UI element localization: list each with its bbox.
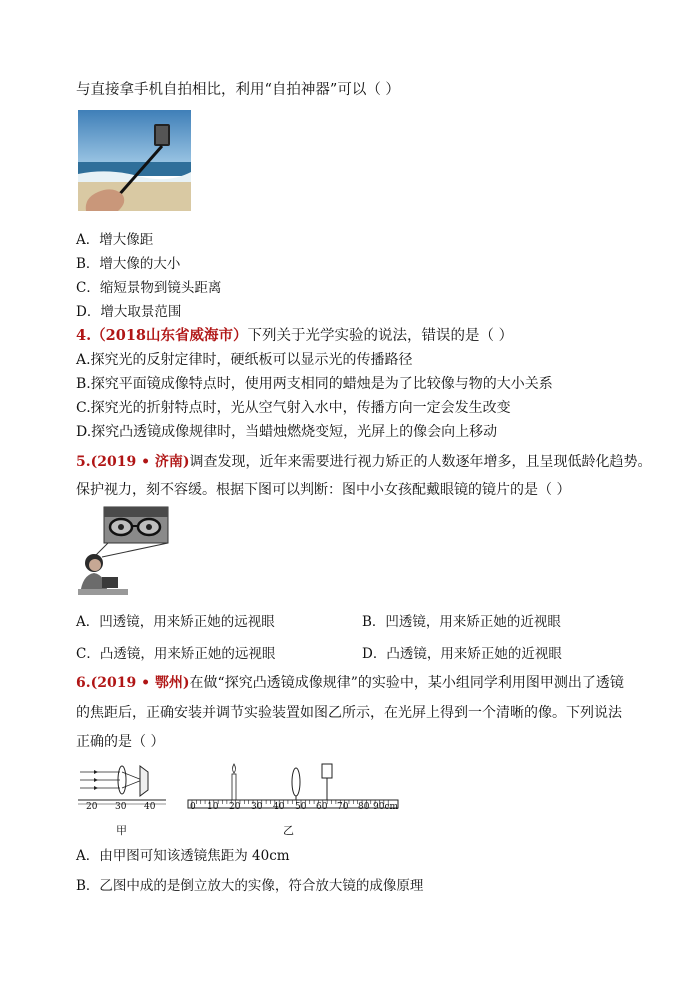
question-number: 4.: [76, 327, 92, 344]
question-number: 5.: [76, 454, 91, 470]
tick-label: 70: [337, 802, 349, 812]
option-d: D．凸透镜，用来矫正她的近视眼: [362, 646, 562, 662]
question-source: (2019 • 济南): [90, 454, 190, 470]
question-stem: 下列关于光学实验的说法，错误的是（ ）: [247, 328, 514, 344]
question-stem-line1: 调查发现，近年来需要进行视力矫正的人数逐年增多，且呈现低龄化趋势。: [189, 454, 652, 470]
tick-label: 0: [190, 802, 196, 812]
option-b: B．凹透镜，用来矫正她的近视眼: [362, 614, 561, 630]
option-b: B．增大像的大小: [76, 256, 181, 272]
tick-label: 80: [358, 802, 370, 812]
question-stem-line2: 的焦距后，正确安装并调节实验装置如图乙所示，在光屏上得到一个清晰的像。下列说法: [76, 705, 622, 721]
girl-with-glasses-figure: [78, 505, 170, 595]
tick-label: 10: [207, 802, 219, 812]
question-source: (2019 • 鄂州): [90, 675, 190, 691]
option-a: A.探究光的反射定律时，硬纸板可以显示光的传播路径: [76, 352, 413, 368]
question-stem-line2: 保护视力，刻不容缓。根据下图可以判断：图中小女孩配戴眼镜的镜片的是（ ）: [76, 482, 571, 498]
question-6: [76, 673, 624, 693]
question-stem-line1: 在做“探究凸透镜成像规律”的实验中，某小组同学利用图甲测出了透镜: [189, 675, 624, 691]
tick-label: 20: [229, 802, 241, 812]
tick-label: 50: [295, 802, 307, 812]
option-c: C．凸透镜，用来矫正她的远视眼: [76, 646, 276, 662]
figure-yi-caption: 乙: [283, 824, 294, 837]
selfie-stick-photo: [78, 110, 191, 211]
question-source: （2018山东省威海市）: [91, 327, 248, 344]
option-d: D.探究凸透镜成像规律时，当蜡烛燃烧变短，光屏上的像会向上移动: [76, 424, 498, 440]
question-4: [76, 326, 513, 346]
option-d: D．增大取景范围: [76, 304, 182, 320]
option-b: B．乙图中成的是倒立放大的实像，符合放大镜的成像原理: [76, 878, 424, 894]
option-a: A．凹透镜，用来矫正她的远视眼: [76, 614, 275, 630]
option-a: A．由甲图可知该透镜焦距为 40cm: [76, 848, 290, 864]
tick-label: 20: [86, 802, 98, 812]
option-b: B.探究平面镜成像特点时，使用两支相同的蜡烛是为了比较像与物的大小关系: [76, 376, 553, 392]
tick-label: 30: [115, 802, 127, 812]
question-stem-selfie: 与直接拿手机自拍相比，利用“自拍神器”可以（ ）: [76, 82, 400, 98]
question-5: [76, 452, 652, 472]
tick-label: 90cm: [373, 802, 399, 812]
figure-jia-caption: 甲: [116, 824, 127, 837]
tick-label: 60: [316, 802, 328, 812]
question-number: 6.: [76, 675, 91, 691]
tick-label: 40: [144, 802, 156, 812]
option-c: C.探究光的折射特点时，光从空气射入水中，传播方向一定会发生改变: [76, 400, 511, 416]
tick-label: 40: [273, 802, 285, 812]
question-stem-line3: 正确的是（ ）: [76, 734, 165, 750]
option-a: A．增大像距: [76, 232, 154, 248]
tick-label: 30: [251, 802, 263, 812]
option-c: C．缩短景物到镜头距离: [76, 280, 222, 296]
